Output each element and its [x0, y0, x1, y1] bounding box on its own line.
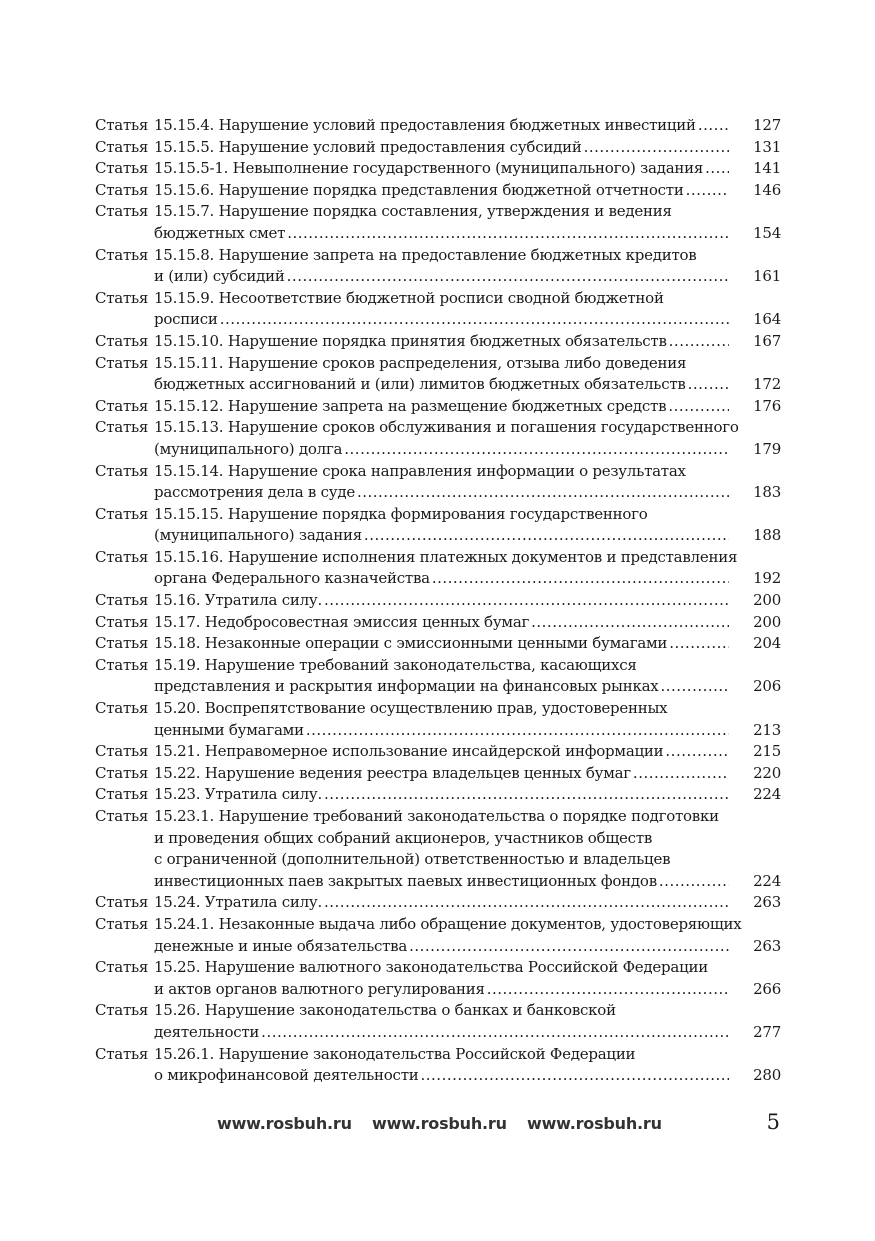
- toc-entry-page: 224: [753, 785, 781, 804]
- toc-entry-prefix: Статья: [95, 288, 149, 307]
- toc-entry-prefix: Статья: [95, 785, 149, 804]
- toc-entry-content: [154, 1000, 781, 1043]
- toc-entry-page: 164: [753, 310, 781, 329]
- table-of-contents: [95, 115, 781, 1087]
- toc-entry-title-line: денежные и иные обязательства: [154, 936, 408, 955]
- toc-entry[interactable]: [95, 353, 781, 396]
- toc-entry-prefix: Статья: [95, 504, 149, 523]
- toc-entry-content: [154, 115, 781, 137]
- toc-entry-number: 15.15.10.: [154, 331, 224, 350]
- dot-leader: [324, 892, 729, 914]
- toc-entry-prefix: Статья: [95, 461, 149, 480]
- toc-entry-content: [154, 655, 781, 698]
- toc-entry-content: [154, 763, 781, 785]
- toc-entry-title-line: Нарушение законодательства о банках и банковской: [204, 1001, 616, 1020]
- dot-leader: [324, 784, 729, 806]
- dot-leader: [344, 439, 729, 461]
- toc-entry-number: 15.18.: [154, 634, 201, 653]
- toc-entry-title-line: органа Федерального казначейства: [154, 569, 430, 588]
- toc-entry-page: 215: [753, 742, 781, 761]
- toc-entry-page: 127: [753, 116, 781, 134]
- toc-entry[interactable]: [95, 504, 781, 547]
- toc-entry-page: 141: [753, 159, 781, 178]
- toc-entry[interactable]: [95, 331, 781, 353]
- toc-entry-title-line: (муниципального) задания: [154, 526, 362, 545]
- toc-entry-title-line: Несоответствие бюджетной росписи сводной бюджетной: [218, 288, 664, 307]
- toc-entry-number: 15.22.: [154, 763, 201, 782]
- toc-entry-page: 263: [753, 893, 781, 912]
- toc-entry-title-line: Недобросовестная эмиссия ценных бумаг: [204, 612, 530, 631]
- toc-entry-number: 15.24.1.: [154, 914, 215, 933]
- dot-leader: [633, 763, 729, 785]
- toc-entry-number: 15.19.: [154, 655, 201, 674]
- toc-entry[interactable]: [95, 612, 781, 634]
- toc-entry-prefix: Статья: [95, 116, 149, 134]
- dot-leader: [659, 871, 729, 893]
- toc-entry-title-line: Нарушение валютного законодательства Российской Федерации: [204, 958, 708, 977]
- toc-entry-prefix: Статья: [95, 893, 149, 912]
- toc-entry-prefix: Статья: [95, 634, 149, 653]
- toc-entry-page: 161: [753, 267, 781, 286]
- toc-entry-prefix: Статья: [95, 331, 149, 350]
- dot-leader: [220, 309, 729, 331]
- toc-entry-prefix: Статья: [95, 396, 149, 415]
- dot-leader: [287, 223, 729, 245]
- toc-entry-page: 146: [753, 180, 781, 199]
- toc-entry-prefix: Статья: [95, 612, 149, 631]
- toc-entry-title-line: Нарушение запрета на предоставление бюджетных кредитов: [218, 245, 697, 264]
- toc-entry[interactable]: [95, 1044, 781, 1087]
- toc-entry-page: 192: [753, 569, 781, 588]
- page-number: 5: [766, 1110, 780, 1134]
- toc-entry-title-line: Нарушение порядка представления бюджетной отчетности: [218, 180, 684, 199]
- toc-entry-title-line: (муниципального) долга: [154, 439, 343, 458]
- toc-entry-title-line: Утратила силу.: [204, 893, 322, 912]
- toc-entry-title-line: росписи: [154, 310, 218, 329]
- dot-leader: [686, 180, 729, 202]
- toc-entry-title-line: Незаконные операции с эмиссионными ценными бумагами: [204, 634, 668, 653]
- toc-entry-title-line: рассмотрения дела в суде: [154, 483, 355, 502]
- toc-entry-title-line: Нарушение законодательства Российской Федерации: [218, 1044, 636, 1063]
- dot-leader: [665, 741, 729, 763]
- toc-entry-page: 179: [753, 439, 781, 458]
- toc-entry-number: 15.24.: [154, 893, 201, 912]
- toc-entry-number: 15.15.8.: [154, 245, 215, 264]
- toc-entry-content: [154, 137, 781, 159]
- toc-entry-content: [154, 396, 781, 418]
- toc-entry-number: 15.15.15.: [154, 504, 224, 523]
- toc-entry-content: [154, 741, 781, 763]
- toc-entry-title-line: деятельности: [154, 1022, 260, 1041]
- dot-leader: [357, 482, 729, 504]
- dot-leader: [287, 266, 729, 288]
- toc-entry[interactable]: [95, 784, 781, 806]
- toc-entry-prefix: Статья: [95, 137, 149, 156]
- toc-entry-content: [154, 633, 781, 655]
- toc-entry-page: 263: [753, 936, 781, 955]
- toc-entry[interactable]: [95, 914, 781, 957]
- toc-entry-number: 15.15.4.: [154, 116, 215, 134]
- footer-site-link[interactable]: www.rosbuh.ru: [372, 1114, 507, 1133]
- toc-entry-title-line: Невыполнение государственного (муниципального) задания: [232, 159, 704, 178]
- toc-entry-prefix: Статья: [95, 807, 149, 825]
- toc-entry-prefix: Статья: [95, 742, 149, 761]
- toc-entry-content: [154, 245, 781, 288]
- toc-entry-title-line: инвестиционных паев закрытых паевых инвестиционных фондов: [154, 871, 657, 890]
- toc-entry-title-line: ценными бумагами: [154, 720, 304, 739]
- toc-entry-prefix: Статья: [95, 159, 149, 178]
- toc-entry-content: [154, 417, 781, 460]
- toc-entry-page: 277: [753, 1022, 781, 1041]
- toc-entry-number: 15.15.16.: [154, 547, 224, 566]
- toc-entry-title-line: Нарушение требований законодательства, касающихся: [204, 655, 637, 674]
- toc-entry-page: 176: [753, 396, 781, 415]
- footer-site-link[interactable]: www.rosbuh.ru: [217, 1114, 352, 1133]
- toc-entry[interactable]: [95, 655, 781, 698]
- toc-entry-title-line: Утратила силу.: [204, 591, 322, 610]
- toc-entry-prefix: Статья: [95, 763, 149, 782]
- toc-entry-title-line: Незаконные выдача либо обращение документов, удостоверяющих: [218, 914, 742, 933]
- toc-entry-prefix: Статья: [95, 1001, 149, 1020]
- toc-entry-content: [154, 180, 781, 202]
- toc-entry-number: 15.21.: [154, 742, 201, 761]
- dot-leader: [432, 568, 729, 590]
- dot-leader: [487, 979, 729, 1001]
- toc-entry-title-line: представления и раскрытия информации на финансовых рынках: [154, 677, 659, 696]
- toc-entry-page: 167: [753, 331, 781, 350]
- toc-entry-number: 15.26.: [154, 1001, 201, 1020]
- toc-entry-prefix: Статья: [95, 547, 149, 566]
- toc-entry-title-line: Неправомерное использование инсайдерской информации: [204, 742, 664, 761]
- toc-entry[interactable]: [95, 547, 781, 590]
- toc-entry[interactable]: [95, 180, 781, 202]
- toc-entry-page: 188: [753, 526, 781, 545]
- toc-entry-number: 15.15.11.: [154, 353, 224, 372]
- dot-leader: [705, 158, 729, 180]
- toc-entry-title-line: о микрофинансовой деятельности: [154, 1066, 419, 1085]
- toc-entry[interactable]: [95, 158, 781, 180]
- toc-entry-title-line: Нарушение ведения реестра владельцев ценных бумаг: [204, 763, 631, 782]
- toc-entry-title-line: Нарушение срока направления информации о результатах: [227, 461, 686, 480]
- toc-entry-content: [154, 201, 781, 244]
- toc-entry-content: [154, 612, 781, 634]
- toc-entry[interactable]: [95, 741, 781, 763]
- toc-entry-title-line: Нарушение сроков распределения, отзыва либо доведения: [227, 353, 687, 372]
- toc-entry-content: [154, 914, 781, 957]
- toc-entry[interactable]: [95, 245, 781, 288]
- toc-entry-number: 15.15.9.: [154, 288, 215, 307]
- toc-entry-prefix: Статья: [95, 180, 149, 199]
- toc-entry[interactable]: [95, 1000, 781, 1043]
- toc-entry-prefix: Статья: [95, 914, 149, 933]
- dot-leader: [688, 374, 729, 396]
- toc-entry[interactable]: [95, 417, 781, 460]
- toc-entry[interactable]: [95, 396, 781, 418]
- dot-leader: [531, 612, 729, 634]
- toc-entry-content: [154, 892, 781, 914]
- toc-entry-content: [154, 1044, 781, 1087]
- toc-entry-page: 154: [753, 223, 781, 242]
- toc-entry-number: 15.23.1.: [154, 807, 215, 825]
- toc-entry-page: 280: [753, 1066, 781, 1085]
- toc-entry-content: [154, 353, 781, 396]
- toc-entry-title-line: Нарушение порядка формирования государственного: [227, 504, 648, 523]
- toc-entry-content: [154, 331, 781, 353]
- toc-entry[interactable]: [95, 892, 781, 914]
- toc-entry-page: 183: [753, 483, 781, 502]
- toc-entry-title-line: бюджетных ассигнований и (или) лимитов бюджетных обязательств: [154, 375, 686, 394]
- toc-entry-title-line: Утратила силу.: [204, 785, 322, 804]
- dot-leader: [669, 331, 729, 353]
- toc-entry-title-line: Нарушение условий предоставления субсидий: [218, 137, 582, 156]
- toc-entry-number: 15.20.: [154, 699, 201, 718]
- toc-entry-content: [154, 590, 781, 612]
- dot-leader: [364, 525, 729, 547]
- dot-leader: [324, 590, 729, 612]
- toc-entry-page: 204: [753, 634, 781, 653]
- toc-entry-number: 15.15.14.: [154, 461, 224, 480]
- toc-entry-title-line: бюджетных смет: [154, 223, 286, 242]
- toc-entry-number: 15.15.13.: [154, 418, 224, 437]
- toc-entry[interactable]: [95, 137, 781, 159]
- toc-entry[interactable]: [95, 590, 781, 612]
- toc-entry-page: 220: [753, 763, 781, 782]
- dot-leader: [668, 396, 729, 418]
- toc-entry-content: [154, 461, 781, 504]
- toc-entry-prefix: Статья: [95, 202, 149, 221]
- dot-leader: [584, 137, 729, 159]
- toc-entry-number: 15.15.5.: [154, 137, 215, 156]
- dot-leader: [261, 1022, 729, 1044]
- toc-entry[interactable]: [95, 115, 781, 137]
- toc-entry-number: 15.26.1.: [154, 1044, 215, 1063]
- toc-entry-content: [154, 806, 781, 892]
- toc-entry-number: 15.16.: [154, 591, 201, 610]
- page-footer: [0, 1110, 875, 1138]
- dot-leader: [421, 1065, 730, 1087]
- toc-entry-content: [154, 784, 781, 806]
- toc-entry-page: 200: [753, 612, 781, 631]
- dot-leader: [409, 936, 729, 958]
- toc-entry-number: 15.17.: [154, 612, 201, 631]
- toc-entry-title-line: Нарушение исполнения платежных документов и представления: [227, 547, 738, 566]
- toc-entry-number: 15.15.7.: [154, 202, 215, 221]
- toc-entry-page: 206: [753, 677, 781, 696]
- toc-entry-title-line: и актов органов валютного регулирования: [154, 979, 485, 998]
- toc-entry[interactable]: [95, 633, 781, 655]
- toc-entry-title-line: Воспрепятствование осуществлению прав, удостоверенных: [204, 699, 668, 718]
- toc-entry-page: 266: [753, 979, 781, 998]
- toc-entry-title-line: Нарушение порядка составления, утверждения и ведения: [218, 202, 672, 221]
- toc-entry-prefix: Статья: [95, 958, 149, 977]
- toc-entry-content: [154, 957, 781, 1000]
- dot-leader: [698, 115, 729, 137]
- toc-entry-prefix: Статья: [95, 655, 149, 674]
- toc-entry[interactable]: [95, 957, 781, 1000]
- toc-entry-prefix: Статья: [95, 245, 149, 264]
- toc-entry-title-line: и проведения общих собраний акционеров, участников обществ: [154, 828, 653, 847]
- toc-entry[interactable]: [95, 698, 781, 741]
- toc-entry-number: 15.15.5-1.: [154, 159, 229, 178]
- toc-entry[interactable]: [95, 288, 781, 331]
- toc-entry-prefix: Статья: [95, 353, 149, 372]
- toc-entry-page: 213: [753, 720, 781, 739]
- toc-entry-title-line: и (или) субсидий: [154, 267, 285, 286]
- dot-leader: [306, 720, 729, 742]
- toc-entry-prefix: Статья: [95, 699, 149, 718]
- toc-entry-title-line: Нарушение условий предоставления бюджетных инвестиций: [218, 116, 696, 134]
- toc-entry-title-line: Нарушение сроков обслуживания и погашения государственного: [227, 418, 739, 437]
- dot-leader: [669, 633, 729, 655]
- footer-site-link[interactable]: www.rosbuh.ru: [527, 1114, 662, 1133]
- toc-entry[interactable]: [95, 201, 781, 244]
- toc-entry-page: 131: [753, 137, 781, 156]
- toc-entry-content: [154, 504, 781, 547]
- toc-entry-title-line: Нарушение требований законодательства о порядке подготовки: [218, 807, 719, 825]
- toc-entry-content: [154, 288, 781, 331]
- toc-entry-content: [154, 547, 781, 590]
- dot-leader: [660, 676, 729, 698]
- toc-entry-number: 15.15.12.: [154, 396, 224, 415]
- toc-entry-title-line: Нарушение порядка принятия бюджетных обязательств: [227, 331, 667, 350]
- toc-entry[interactable]: [95, 461, 781, 504]
- toc-entry[interactable]: [95, 806, 781, 892]
- toc-entry-page: 200: [753, 591, 781, 610]
- toc-entry[interactable]: [95, 763, 781, 785]
- toc-entry-prefix: Статья: [95, 591, 149, 610]
- toc-entry-prefix: Статья: [95, 418, 149, 437]
- toc-entry-page: 224: [753, 871, 781, 890]
- toc-entry-title-line: с ограниченной (дополнительной) ответственностью и владельцев: [154, 850, 671, 869]
- toc-entry-number: 15.25.: [154, 958, 201, 977]
- toc-entry-content: [154, 698, 781, 741]
- toc-entry-page: 172: [753, 375, 781, 394]
- toc-entry-number: 15.23.: [154, 785, 201, 804]
- toc-entry-number: 15.15.6.: [154, 180, 215, 199]
- toc-entry-content: [154, 158, 781, 180]
- toc-entry-prefix: Статья: [95, 1044, 149, 1063]
- toc-entry-title-line: Нарушение запрета на размещение бюджетных средств: [227, 396, 667, 415]
